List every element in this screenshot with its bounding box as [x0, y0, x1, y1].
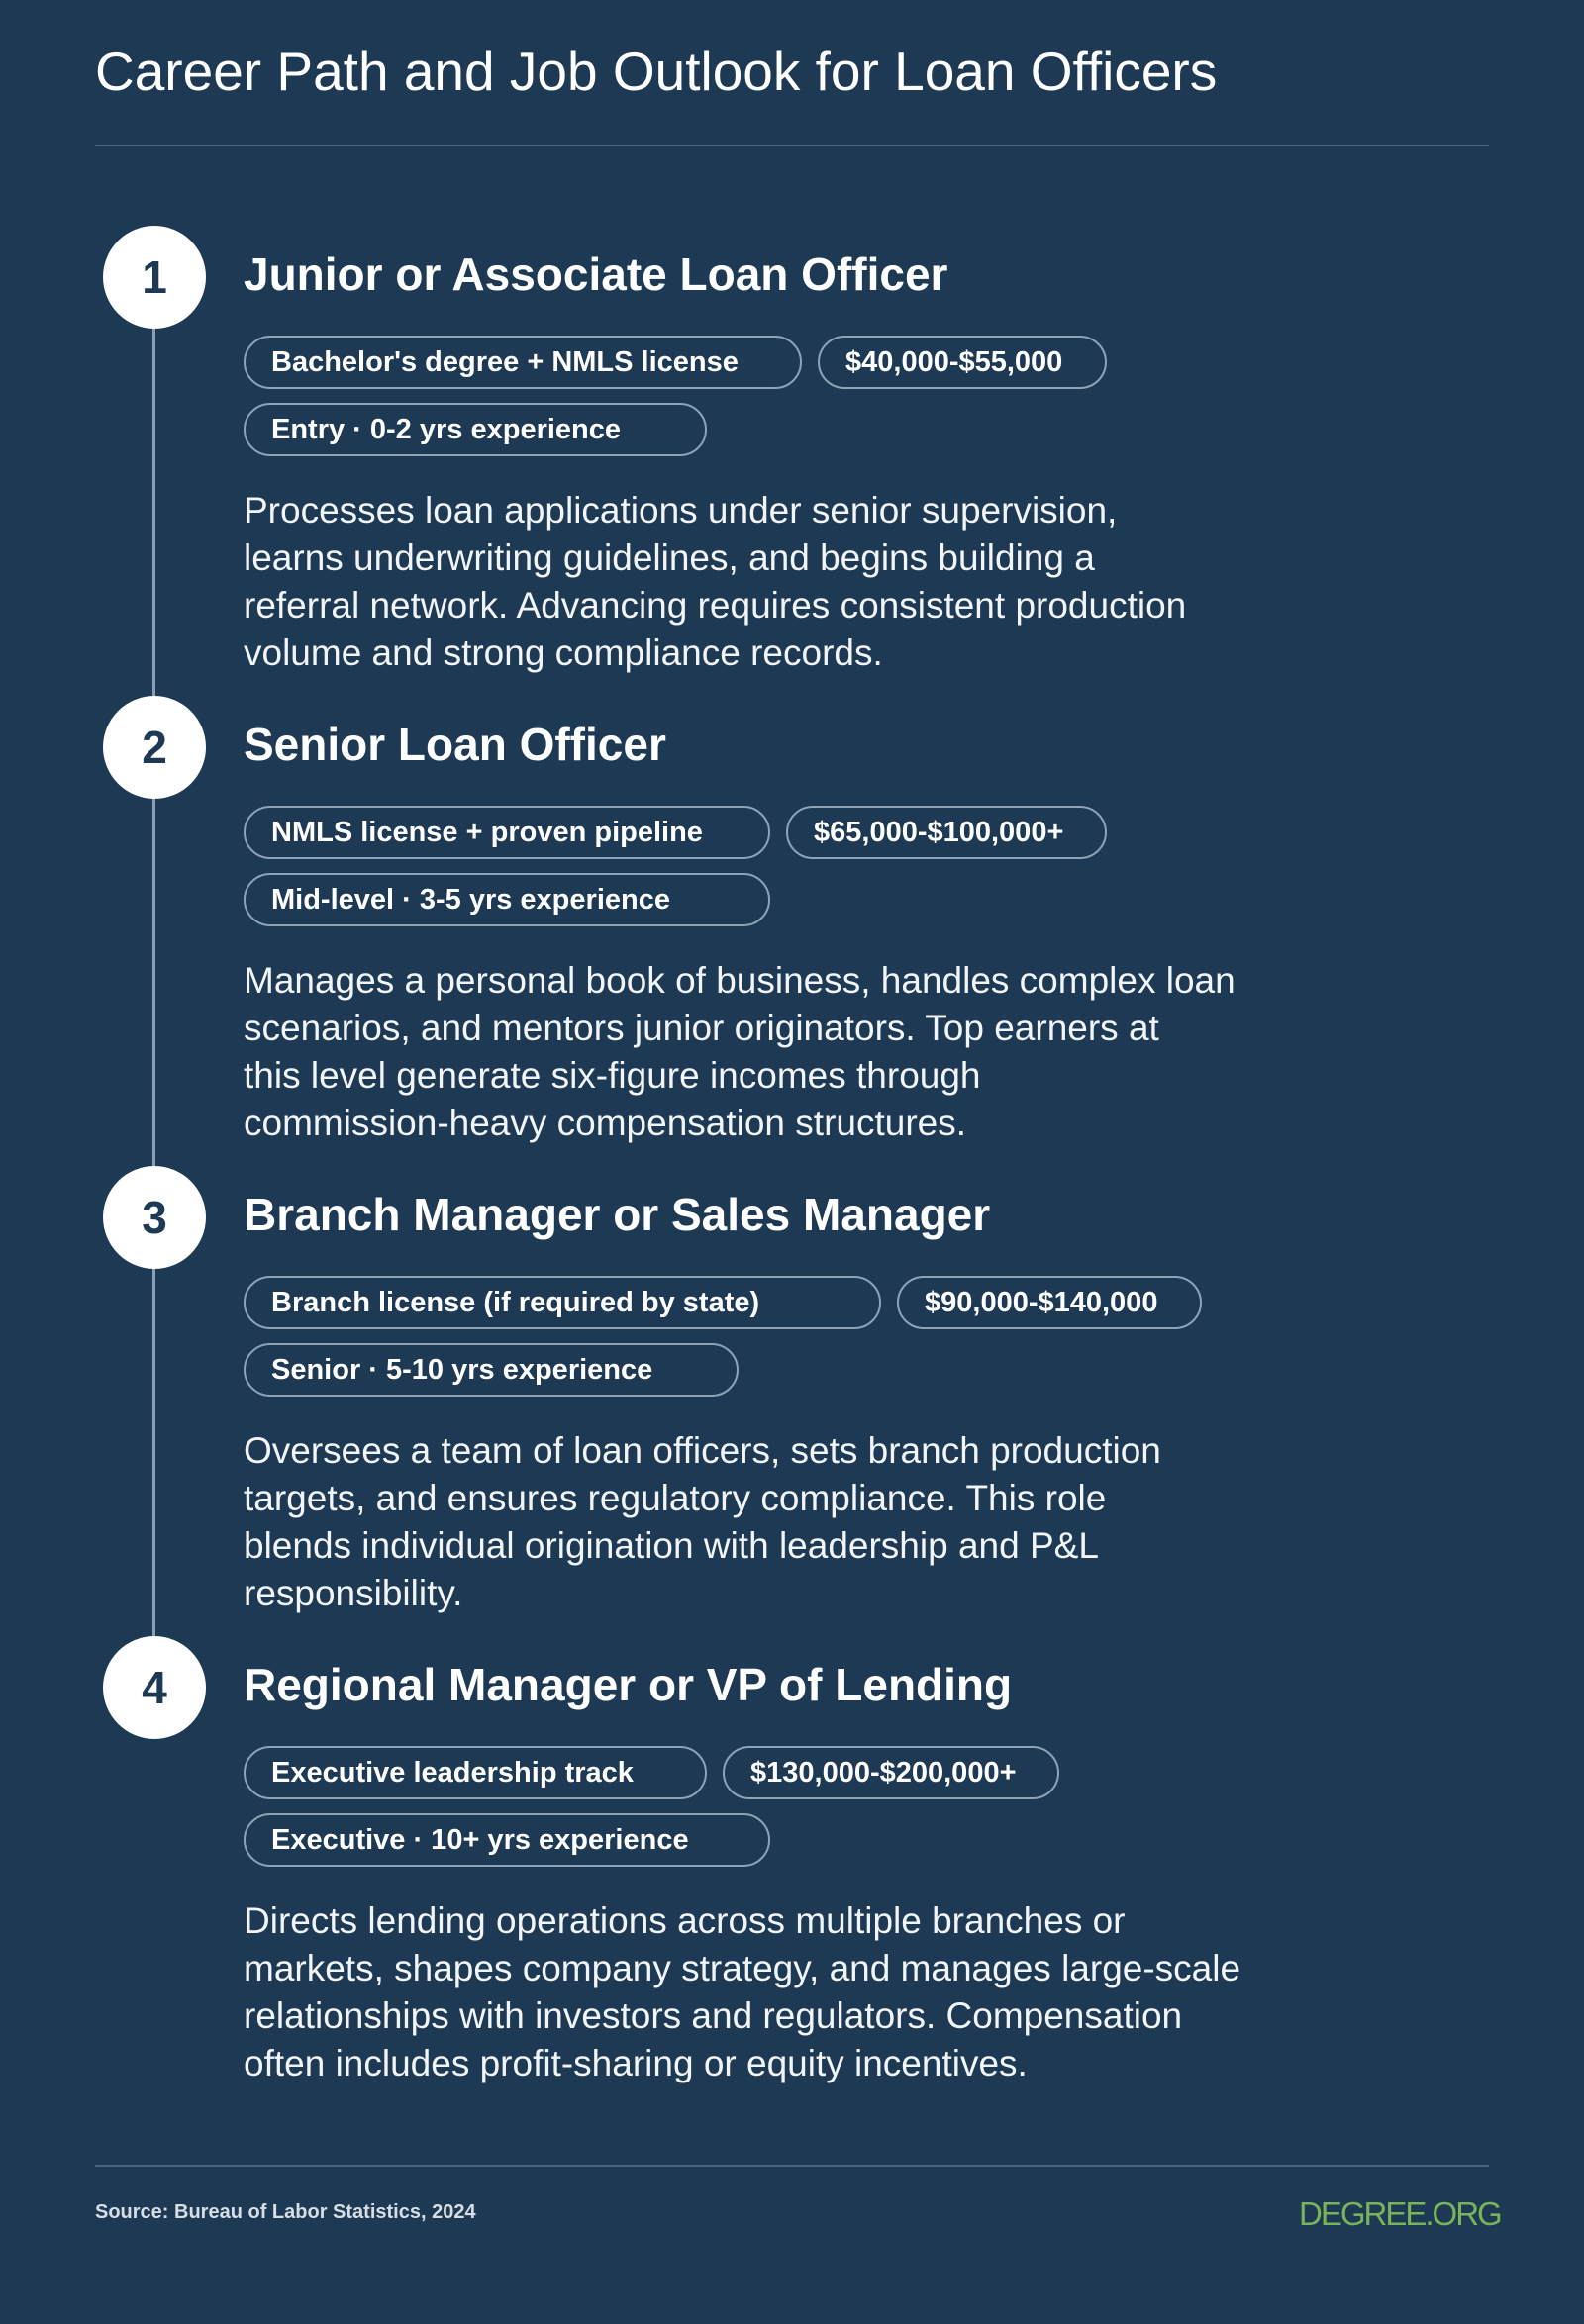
step-number-badge: 2: [103, 696, 206, 799]
description-line: scenarios, and mentors junior originators. Top earners at: [244, 1008, 1159, 1048]
description-line: blends individual origination with leadership and P&L: [244, 1525, 1099, 1566]
step-description: [244, 487, 1293, 677]
experience-pill: Executive · 10+ yrs experience: [244, 1813, 770, 1867]
timeline-line: [152, 277, 155, 1683]
description-line: referral network. Advancing requires consistent production: [244, 585, 1187, 626]
experience-pill: Entry · 0-2 yrs experience: [244, 403, 707, 456]
requirement-pill: Bachelor's degree + NMLS license: [244, 336, 802, 389]
page-title: Career Path and Job Outlook for Loan Officers: [95, 41, 1218, 102]
salary-pill: $90,000-$140,000: [897, 1276, 1202, 1329]
salary-pill: $130,000-$200,000+: [723, 1746, 1059, 1799]
description-line: learns underwriting guidelines, and begins building a: [244, 537, 1095, 578]
requirement-pill: Branch license (if required by state): [244, 1276, 881, 1329]
description-line: this level generate six-figure incomes through: [244, 1055, 981, 1096]
step-description: [244, 1427, 1293, 1617]
description-line: commission-heavy compensation structures.: [244, 1103, 967, 1143]
description-line: targets, and ensures regulatory compliance. This role: [244, 1478, 1107, 1518]
experience-pill: Senior · 5-10 yrs experience: [244, 1343, 739, 1397]
step-number-badge: 4: [103, 1636, 206, 1739]
description-line: relationships with investors and regulators. Compensation: [244, 1995, 1183, 2036]
step-description: [244, 957, 1293, 1147]
salary-pill: $40,000-$55,000: [818, 336, 1107, 389]
source-citation: Source: Bureau of Labor Statistics, 2024: [95, 2201, 476, 2223]
requirement-pill: NMLS license + proven pipeline: [244, 806, 770, 859]
header-divider: [95, 145, 1489, 146]
description-line: markets, shapes company strategy, and manages large-scale: [244, 1948, 1241, 1988]
requirement-pill: Executive leadership track: [244, 1746, 707, 1799]
step-title: Senior Loan Officer: [244, 719, 666, 770]
step-title: Branch Manager or Sales Manager: [244, 1189, 991, 1240]
description-line: Directs lending operations across multiple branches or: [244, 1900, 1126, 1941]
description-line: Manages a personal book of business, handles complex loan: [244, 960, 1236, 1001]
step-title: Regional Manager or VP of Lending: [244, 1659, 1013, 1710]
description-line: volume and strong compliance records.: [244, 632, 883, 673]
description-line: often includes profit-sharing or equity incentives.: [244, 2043, 1028, 2083]
footer-divider: [95, 2165, 1489, 2167]
description-line: Processes loan applications under senior supervision,: [244, 490, 1118, 531]
step-description: [244, 1897, 1293, 2087]
experience-pill: Mid-level · 3-5 yrs experience: [244, 873, 770, 926]
step-title: Junior or Associate Loan Officer: [244, 248, 948, 300]
description-line: Oversees a team of loan officers, sets branch production: [244, 1430, 1161, 1471]
step-number-badge: 1: [103, 226, 206, 329]
brand-logo: DEGREE.ORG: [1299, 2195, 1501, 2232]
step-number-badge: 3: [103, 1166, 206, 1269]
salary-pill: $65,000-$100,000+: [786, 806, 1107, 859]
description-line: responsibility.: [244, 1573, 463, 1613]
